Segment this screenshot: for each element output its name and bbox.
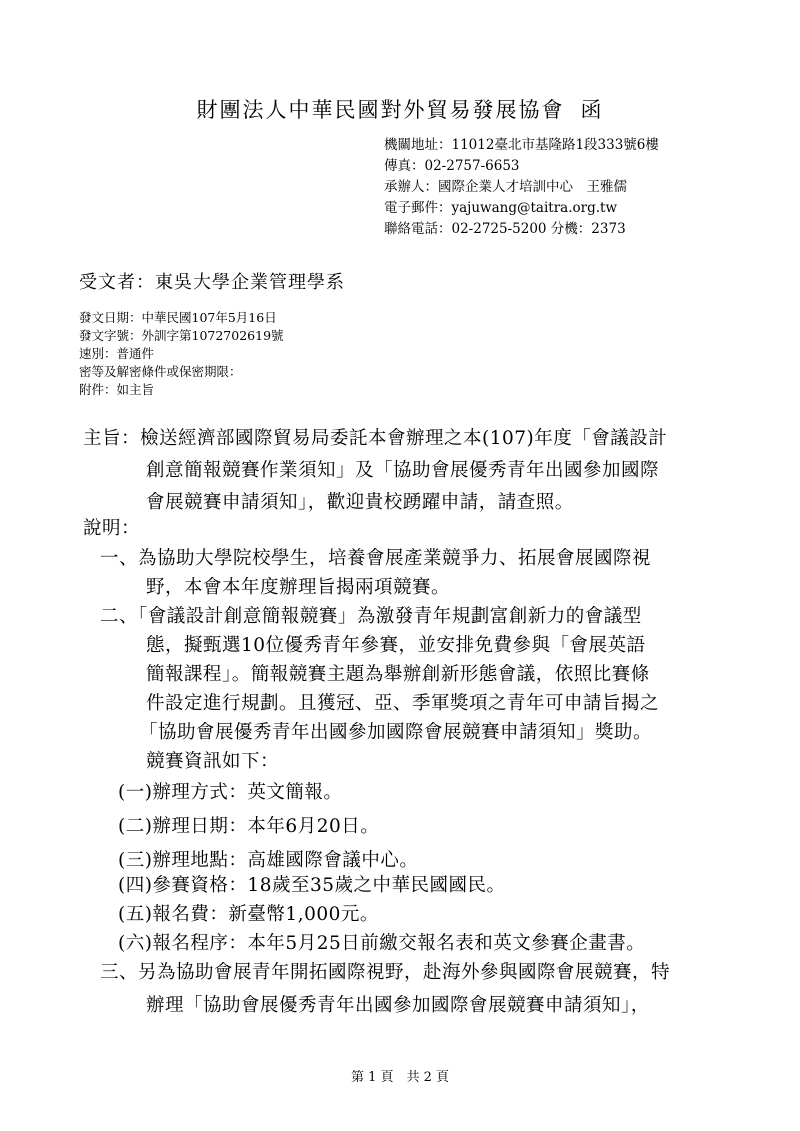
item-3-line-2: 辦理「協助會展優秀青年出國參加國際會展競賽申請須知」， — [146, 995, 650, 1016]
contact-phone: 聯絡電話：02-2725-5200 分機：2373 — [384, 221, 626, 237]
item-2-line-1: 二、「會議設計創意簡報競賽」為激發青年規劃富創新力的會議型 — [100, 606, 642, 627]
contact-fax: 傳真：02-2757-6653 — [384, 158, 520, 174]
sub-item-4: (四)參賽資格：18歲至35歲之中華民國國民。 — [118, 875, 506, 896]
item-2-line-4: 件設定進行規劃。且獲冠、亞、季軍獎項之青年可申請旨揭之 — [146, 693, 660, 714]
issuing-organization: 財團法人中華民國對外貿易發展協會 — [196, 98, 565, 122]
subject-line-2: 創意簡報競賽作業須知」及「協助會展優秀青年出國參加國際 — [146, 460, 660, 481]
item-2-line-3: 簡報課程」。簡報競賽主題為舉辦創新形態會議，依照比賽條 — [146, 664, 650, 685]
contact-address: 機關地址：11012臺北市基隆路1段333號6樓 — [384, 137, 659, 153]
contact-email: 電子郵件：yajuwang@taitra.org.tw — [384, 200, 618, 216]
item-3-line-1: 三、另為協助會展青年開拓國際視野，赴海外參與國際會展競賽，特 — [100, 962, 671, 983]
sub-item-5: (五)報名費：新臺幣1,000元。 — [118, 904, 379, 925]
delivery-speed: 速別：普通件 — [79, 346, 155, 361]
document-type: 函 — [580, 98, 604, 122]
contact-handler: 承辦人：國際企業人才培訓中心 王雅儒 — [384, 179, 627, 195]
sub-item-6: (六)報名程序：本年5月25日前繳交報名表和英文參賽企畫書。 — [118, 933, 646, 954]
sub-item-3: (三)辦理地點：高雄國際會議中心。 — [118, 850, 419, 871]
issue-date: 發文日期：中華民國107年5月16日 — [79, 310, 277, 325]
item-2-line-6: 競賽資訊如下： — [146, 751, 280, 772]
attachment: 附件：如主旨 — [79, 382, 155, 397]
item-2-line-5: 「協助會展優秀青年出國參加國際會展競賽申請須知」獎助。 — [139, 722, 653, 743]
sub-item-2: (二)辦理日期：本年6月20日。 — [118, 816, 380, 837]
explanation-label: 說明： — [83, 518, 141, 539]
recipient-line: 受文者：東吳大學企業管理學系 — [79, 272, 345, 293]
subject-line-3: 會展競賽申請須知」，歡迎貴校踴躍申請，請查照。 — [146, 492, 574, 513]
document-title — [0, 94, 800, 124]
page-number: 第 1 頁 共 2 頁 — [350, 1070, 450, 1085]
item-1-line-2: 野，本會本年度辦理旨揭兩項競賽。 — [146, 577, 451, 598]
sub-item-1: (一)辦理方式：英文簡報。 — [118, 782, 343, 803]
document-number: 發文字號：外訓字第1072702619號 — [79, 328, 284, 343]
subject-line-1: 主旨：檢送經濟部國際貿易局委託本會辦理之本(107)年度「會議設計 — [83, 428, 668, 449]
classification: 密等及解密條件或保密期限： — [79, 364, 242, 379]
item-2-line-2: 態，擬甄選10位優秀青年參賽，並安排免費參與「會展英語 — [146, 635, 646, 656]
item-1-line-1: 一、為協助大學院校學生，培養會展產業競爭力、拓展會展國際視 — [100, 548, 652, 569]
